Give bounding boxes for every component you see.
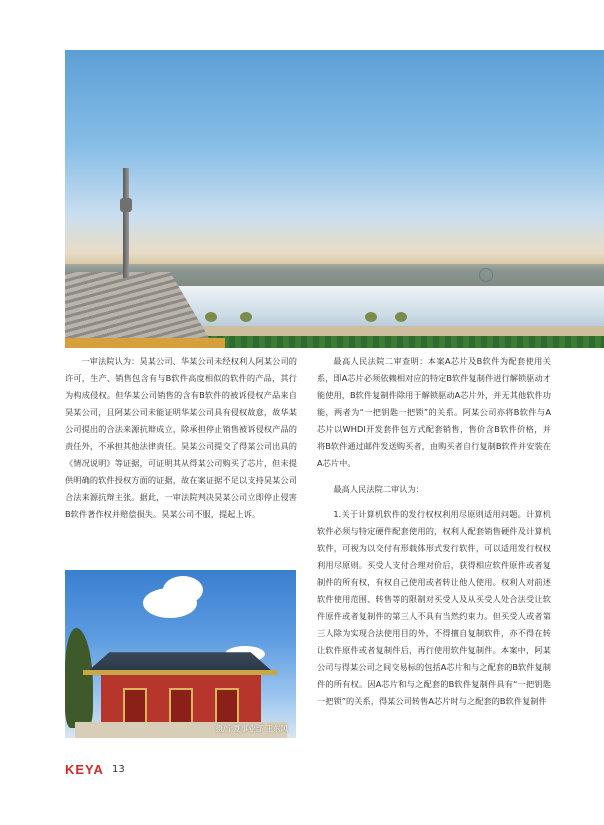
photo-credit: 摄/宁夏事业部 王东风: [215, 724, 288, 733]
tv-tower: [123, 168, 129, 278]
paragraph: 一审法院认为：昊某公司、华某公司未经权利人阿某公司的许可，生产、销售包含有与B软件高度相似的软件的产品，其行为构成侵权。但华某公司销售的含有B软件的被诉侵权产品来自昊某公司，且阿某公司未能证明华某公司具有侵权故意，故华某公司提出的合法来源抗辩成立，除承担停止销售被诉侵权产品的责任外，不承担其他法律责任。昊某公司提交了得某公司出具的《情况说明》等证据，可证明其从得某公司购买了芯片，但未提供明确的软件授权方面的证据，故在案证据不足以支持昊某公司合法来源抗辩主张。据此，一审法院判决昊某公司立即停止侵害B软件著作权并赔偿损失。昊某公司不服，提起上诉。: [65, 356, 297, 519]
stadium-river-photo: [65, 50, 604, 348]
ferris-wheel: [479, 268, 493, 282]
page-number: 13: [112, 764, 125, 775]
sports-field: [205, 336, 604, 348]
pavilion-photo: [65, 570, 296, 738]
tv-tower-top: [120, 198, 132, 212]
pavilion-door: [169, 688, 193, 725]
brand-logo: KEYA: [65, 762, 104, 777]
pavilion-door: [215, 688, 239, 725]
right-column: [317, 353, 551, 719]
left-column: [65, 353, 297, 532]
pavilion-door: [123, 688, 147, 725]
paragraph: 最高人民法院二审查明：本案A芯片及B软件为配套使用关系，即A芯片必须依赖相对应的特定B软件复制件进行解锁驱动才能使用，B软件复制件除用于解锁驱动A芯片外，并无其他软件功能，两者为“一把钥匙一把锁”的关系。阿某公司亦将B软件与A芯片以WHDI开发套件包方式配套销售，售价含B软件价格，并将B软件通过邮件发送购买者，由购买者自行复制B软件并安装在A芯片中。: [317, 356, 551, 468]
paragraph: 1.关于计算机软件的发行权权利用尽原则适用问题。计算机软件必须与特定硬件配套使用的，权利人配套销售硬件及计算机软件，可视为以交付有形载体形式发行软件，可以适用发行权权利用尽原则。买受人支付合理对价后，获得相应软件原件或者复制件的所有权，有权自己使用或者转让他人使用。权利人对前述软件使用范围、转售等的限制对买受人及从买受人处合法受让软件原件或者复制件的第三人不具有当然约束力。但买受人或者第三人除为实现合法使用目的外，不得擅自复制软件，亦不得在转让软件原件或者复制件后，再行使用软件复制件。本案中，阿某公司与得某公司之间交易标的包括A芯片和与之配套的B软件复制件的所有权。因A芯片和与之配套的B软件复制件具有“一把钥匙一把锁”的关系，得某公司转售A芯片时与之配套的B软件复制件: [317, 509, 551, 706]
pavilion-roof: [87, 650, 273, 672]
tree: [365, 312, 377, 322]
cloud: [163, 576, 203, 604]
tree: [240, 312, 252, 322]
paragraph: 最高人民法院二审认为：: [333, 483, 425, 494]
pine-tree: [65, 628, 93, 728]
tree: [205, 312, 217, 322]
tree: [395, 312, 407, 322]
stadium-wall: [65, 338, 225, 348]
